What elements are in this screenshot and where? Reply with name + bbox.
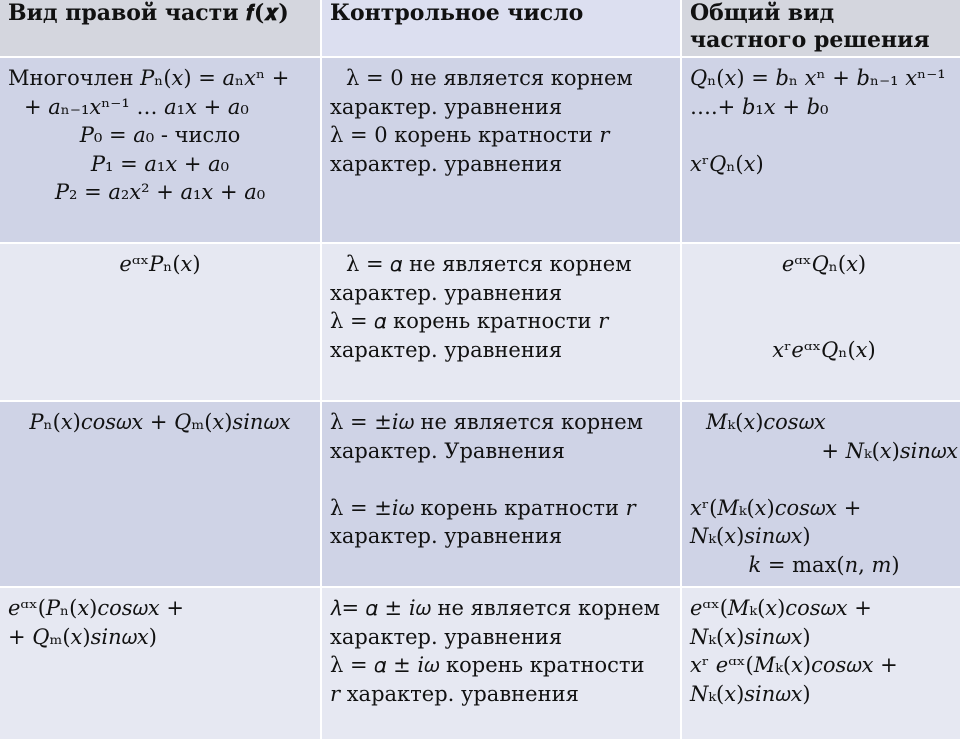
table-row-exp-trigonometric [0,588,960,739]
table-row-exponential [0,244,960,400]
solution-line: 𝑒ᵅˣ(𝑀ₖ(𝑥)𝑐𝑜𝑠𝜔𝑥 + [690,596,872,620]
control-line: характер. уравнения [330,151,563,176]
solution-line: 𝑥ʳ 𝑒ᵅˣ(𝑀ₖ(𝑥)𝑐𝑜𝑠𝜔𝑥 + [690,653,898,677]
solution-line: 𝑁ₖ(𝑥)𝑠𝑖𝑛𝜔𝑥) [690,624,811,649]
cell-solution [682,58,960,242]
solution-line: 𝑄ₙ(𝑥) = 𝑏ₙ 𝑥ⁿ + 𝑏ₙ₋₁ 𝑥ⁿ⁻¹ [690,66,946,90]
cell-solution [682,402,960,586]
control-line: 𝜆= 𝛼 ± 𝑖𝜔 не является корнем [330,596,660,620]
rhs-line: 𝑃₂ = 𝑎₂𝑥² + 𝑎₁𝑥 + 𝑎₀ [54,180,266,204]
rhs-line: 𝑒ᵅˣ𝑃ₙ(𝑥) [119,252,201,276]
control-line: λ = ±𝑖𝜔 корень кратности 𝑟 [330,495,636,520]
spacer [690,279,958,308]
cell-solution [682,588,960,739]
cell-rhs [0,402,320,586]
cell-control [322,58,680,242]
solution-line: 𝑘 = max(𝑛, 𝑚) [748,552,900,577]
cell-rhs [0,244,320,400]
solution-line: 𝑁ₖ(𝑥)𝑠𝑖𝑛𝜔𝑥) [690,681,811,706]
rhs-line: + 𝑎ₙ₋₁𝑥ⁿ⁻¹ … 𝑎₁𝑥 + 𝑎₀ [24,94,249,119]
cell-solution [682,244,960,400]
control-line: λ = 0 не является корнем [346,66,633,90]
control-line: характер. Уравнения [330,438,565,463]
table-row-polynomial [0,58,960,242]
control-line: характер. уравнения [330,524,563,548]
control-line: характер. уравнения [330,337,563,362]
header-rhs-type: Вид правой части 𝒇(𝒙) [0,0,320,56]
rhs-line: + 𝑄ₘ(𝑥)𝑠𝑖𝑛𝜔𝑥) [8,624,157,649]
cell-control [322,244,680,400]
control-line: характер. уравнения [330,280,563,305]
spacer [690,121,958,150]
control-line: характер. уравнения [330,94,563,119]
rhs-line: 𝑒ᵅˣ(𝑃ₙ(𝑥)𝑐𝑜𝑠𝜔𝑥 + [8,596,184,620]
header-row [0,0,960,56]
solution-line: 𝑥ʳ(𝑀ₖ(𝑥)𝑐𝑜𝑠𝜔𝑥 + [690,495,862,520]
header-control-number: Контрольное число [322,0,680,56]
spacer [690,465,958,494]
solution-line: 𝑁ₖ(𝑥)𝑠𝑖𝑛𝜔𝑥) [690,524,811,548]
solution-line: 𝑀ₖ(𝑥)𝑐𝑜𝑠𝜔𝑥 [706,410,826,434]
cell-control [322,588,680,739]
control-line: λ = 𝛼 корень кратности 𝑟 [330,309,609,333]
rhs-line: 𝑃₀ = 𝑎₀ - число [79,123,241,147]
spacer [690,307,958,336]
table-row-trigonometric [0,402,960,586]
solution-line: + 𝑁ₖ(𝑥)𝑠𝑖𝑛𝜔𝑥 [821,438,958,463]
cell-control [322,402,680,586]
control-line: λ = 𝛼 ± 𝑖𝜔 корень кратности [330,653,645,677]
solution-line: 𝑥ʳ𝑒ᵅˣ𝑄ₙ(𝑥) [772,337,876,362]
solution-line: 𝑒ᵅˣ𝑄ₙ(𝑥) [781,252,867,276]
control-line: λ = 0 корень кратности 𝑟 [330,123,610,147]
control-line: λ = 𝛼 не является корнем [346,252,632,276]
header-solution-form: Общий вид частного решения [682,0,960,56]
solution-line: 𝑥ʳ𝑄ₙ(𝑥) [690,151,764,176]
solution-line: ….+ 𝑏₁𝑥 + 𝑏₀ [690,94,829,119]
cell-rhs [0,58,320,242]
cell-rhs [0,588,320,739]
control-line: 𝑟 характер. уравнения [330,681,579,706]
spacer [330,465,672,494]
control-line: λ = ±𝑖𝜔 не является корнем [330,410,643,434]
control-line: характер. уравнения [330,624,563,649]
rhs-line: 𝑃₁ = 𝑎₁𝑥 + 𝑎₀ [90,151,230,176]
rhs-line: 𝑃ₙ(𝑥)𝑐𝑜𝑠𝜔𝑥 + 𝑄ₘ(𝑥)𝑠𝑖𝑛𝜔𝑥 [29,410,291,434]
rhs-line: Многочлен 𝑃ₙ(𝑥) = 𝑎ₙ𝑥ⁿ + [8,66,290,90]
